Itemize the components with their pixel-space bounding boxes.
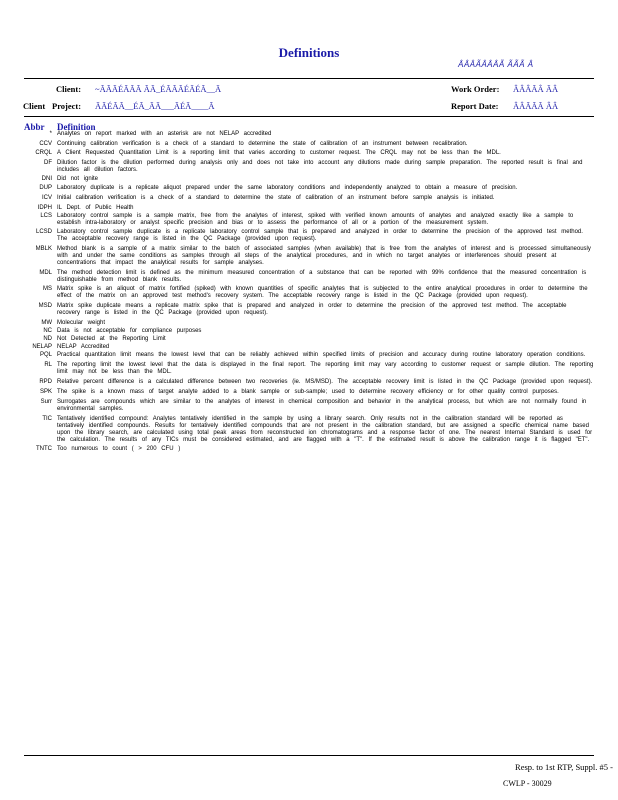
definition-abbr: MDL xyxy=(39,269,52,276)
page-title: Definitions xyxy=(278,45,340,60)
footer-rule xyxy=(24,755,594,756)
project-label: Project: xyxy=(52,101,82,111)
header-bottom-rule xyxy=(24,116,594,117)
footer-document-id: CWLP - 30029 xyxy=(503,779,552,788)
definition-text: Data is not acceptable for compliance purposes xyxy=(57,328,202,335)
definitions-list xyxy=(24,131,594,454)
definition-column-header: Definition xyxy=(57,122,96,132)
definition-row xyxy=(24,344,594,351)
definition-abbr: DF xyxy=(44,160,52,167)
definition-text: Relative percent difference is a calculated difference between two recoveries (ie. MS/MSD). The acceptable recovery limit is listed in the QC Package (provided upon request). xyxy=(57,378,593,385)
definition-abbr: PQL xyxy=(39,352,52,359)
definition-row xyxy=(24,270,594,284)
definition-row xyxy=(24,185,594,192)
definition-row xyxy=(24,246,594,267)
definition-row xyxy=(24,205,594,212)
definition-row xyxy=(24,176,594,183)
definition-text: IL Dept. of Public Health xyxy=(57,204,134,211)
definition-text: Laboratory control sample duplicate is a replicate laboratory control sample that is prepared and analyzed in order to determine the precision of the approved test method. The acceptable recovery range is listed in the QC Package (provided upon request). xyxy=(57,229,583,243)
definition-text: Laboratory duplicate is a replicate aliquot prepared under the same laboratory conditions and independently analyzed to obtain a measure of precision. xyxy=(57,184,518,191)
report-date-value: ÂÂÃÃÃ ÂÂ xyxy=(513,101,559,111)
definition-text: The spike is a known mass of target analyte added to a blank sample or sub-sample; used to determine recovery efficiency or for other quality control purposes. xyxy=(57,388,559,395)
definition-text: Tentatively identified compound: Analytes tentatively identified in the sample by using a library search. Only results not in the calibration standard will be reported as tentatively identified compounds. Results for tentatively identified compounds that are not present in the calibration standard, but are assigned a specific chemical name based upon the library search, are calculated using total peak areas from reconstructed ion chromatograms and a response factor of one. The nearest Internal Standard is used for the calculation. The results of any TICs must be considered estimated, and are flagged with a "T". If the estimated result is above the calibration range it is flagged "ET". xyxy=(57,416,593,444)
footer-response-note: Resp. to 1st RTP, Suppl. #5 - xyxy=(515,762,613,772)
definition-row xyxy=(24,416,594,444)
definition-abbr: MS xyxy=(43,285,52,292)
definition-text: Practical quantitation limit means the lowest level that can be reliably achieved within specified limits of precision and accuracy during routine laboratory operation conditions. xyxy=(57,352,586,359)
definition-text: Analytes on report marked with an asterisk are not NELAP accredited xyxy=(57,131,272,137)
definition-text: Continuing calibration verification is a check of a standard to determine the state of calibration of an instrument between recalibration. xyxy=(57,141,468,148)
client-section-label: Client xyxy=(23,101,46,111)
definition-row xyxy=(24,379,594,386)
definition-row xyxy=(24,195,594,202)
definition-text: NELAP Accredited xyxy=(57,344,110,351)
definition-row xyxy=(24,229,594,243)
definition-text: Initial calibration verification is a check of a standard to determine the state of calibration of an instrument before sample analysis is initiated. xyxy=(57,194,495,201)
definition-abbr: RL xyxy=(44,361,52,368)
definition-abbr: DNI xyxy=(41,176,52,183)
work-order-value: ÂÂÂÃÂ ÃÂ xyxy=(513,84,559,94)
client-label: Client: xyxy=(56,84,82,94)
definition-abbr: DUP xyxy=(39,184,52,191)
definition-text: Matrix spike is an aliquot of matrix fortified (spiked) with known quantities of specific analytes that is subjected to the entire analytical procedures in order to determine the effect of the matrix on an approved test method's recovery system. The acceptable recovery range is listed in the QC Package (provided upon request). xyxy=(57,285,588,299)
definition-text: Surrogates are compounds which are similar to the analytes of interest in chemical composition and behavior in the analytical process, but which are not normally found in environmental samples. xyxy=(57,398,587,412)
abbr-column-header: Abbr xyxy=(24,122,45,132)
definition-abbr: LCSD xyxy=(35,229,52,236)
definition-abbr: NC xyxy=(43,328,52,335)
definition-text: The method detection limit is defined as the minimum measured concentration of a substance that can be reported with 99% confidence that the measured concentration is distinguishable from method blank results. xyxy=(57,269,587,283)
definition-text: Dilution factor is the dilution performed during analysis only and does not take into account any dilutions made during sample preparation. The reported result is final and includes all dilution factors. xyxy=(57,160,583,174)
definition-abbr: MW xyxy=(41,320,52,327)
definition-text: Method blank is a sample of a matrix similar to the batch of associated samples (when available) that is free from the analytes of interest and is processed simultaneously with and under the same conditions as samples through all steps of the analytical procedures, and in which no target analytes or interferences should present at concentrations that impact the analytical results for sample analyses. xyxy=(57,246,591,267)
project-value: ÃÃÉÃÃ__ÉÃ_ÃÃ___ÃÉÃ____Ã xyxy=(95,101,215,111)
definition-abbr: RPD xyxy=(39,378,52,385)
definition-text: Too numerous to count ( > 200 CFU ) xyxy=(57,446,181,453)
definition-row xyxy=(24,320,594,327)
definition-text: Matrix spike duplicate means a replicate matrix spike that is prepared and analyzed in order to determine the precision of the approved test method. The acceptable recovery range is listed in the QC Package (provided upon request). xyxy=(57,302,567,316)
definition-row xyxy=(24,352,594,359)
definition-text: Did not ignite xyxy=(57,176,99,183)
definition-abbr: ICV xyxy=(41,194,52,201)
definition-row xyxy=(24,131,594,138)
definition-abbr: Surr xyxy=(40,398,52,405)
definition-text: A Client Requested Quantitation Limit is a reporting limit that varies according to customer request. The CRQL may not be less than the MDL. xyxy=(57,150,501,157)
definition-row xyxy=(24,150,594,157)
definition-text: Laboratory control sample is a sample matrix, free from the analytes of interest, spiked with verified known amounts of analytes and analyzed exactly like a sample to establish intra-laboratory or analyst specific precision and bias or to assess the performance of all or a portion of the measurement system. xyxy=(57,212,574,226)
definition-abbr: * xyxy=(49,131,52,137)
definition-row xyxy=(24,399,594,413)
definition-text: Molecular weight xyxy=(57,320,106,327)
report-date-label: Report Date: xyxy=(451,101,499,111)
work-order-label: Work Order: xyxy=(451,84,500,94)
definition-row xyxy=(24,336,594,343)
definition-abbr: NELAP xyxy=(32,344,52,351)
definition-text: The reporting limit the lowest level that the data is displayed in the final report. The reporting limit may vary according to customer request or sample dilution. The reporting limit may not be less than the MDL. xyxy=(57,361,594,375)
definition-abbr: MSD xyxy=(38,302,52,309)
definition-abbr: ND xyxy=(43,336,52,343)
definition-row xyxy=(24,213,594,227)
definition-row xyxy=(24,328,594,335)
definition-abbr: MBLK xyxy=(35,246,52,253)
definition-row xyxy=(24,446,594,453)
definition-row xyxy=(24,160,594,174)
definition-abbr: CCV xyxy=(39,141,52,148)
definition-abbr: IDPH xyxy=(37,204,52,211)
definition-text: Not Detected at the Reporting Limit xyxy=(57,336,166,343)
header-stamp: ÂÂÂÃÂÂÂÃ ÃÃÃ Â xyxy=(458,60,534,69)
definition-abbr: CRQL xyxy=(35,150,52,157)
definition-row xyxy=(24,286,594,300)
definition-row xyxy=(24,303,594,317)
definition-row xyxy=(24,389,594,396)
definition-abbr: SPK xyxy=(39,388,52,395)
header-top-rule xyxy=(24,78,594,79)
definition-row xyxy=(24,362,594,376)
definition-row xyxy=(24,141,594,148)
definition-abbr: TNTC xyxy=(36,446,52,453)
definition-abbr: TIC xyxy=(42,416,52,423)
client-value: ~ÃÃÃÉÃÃÃ ÃÃ_ÉÃÃÃÉÃÉÃ__Ã xyxy=(95,84,222,94)
definition-abbr: LCS xyxy=(40,212,52,219)
